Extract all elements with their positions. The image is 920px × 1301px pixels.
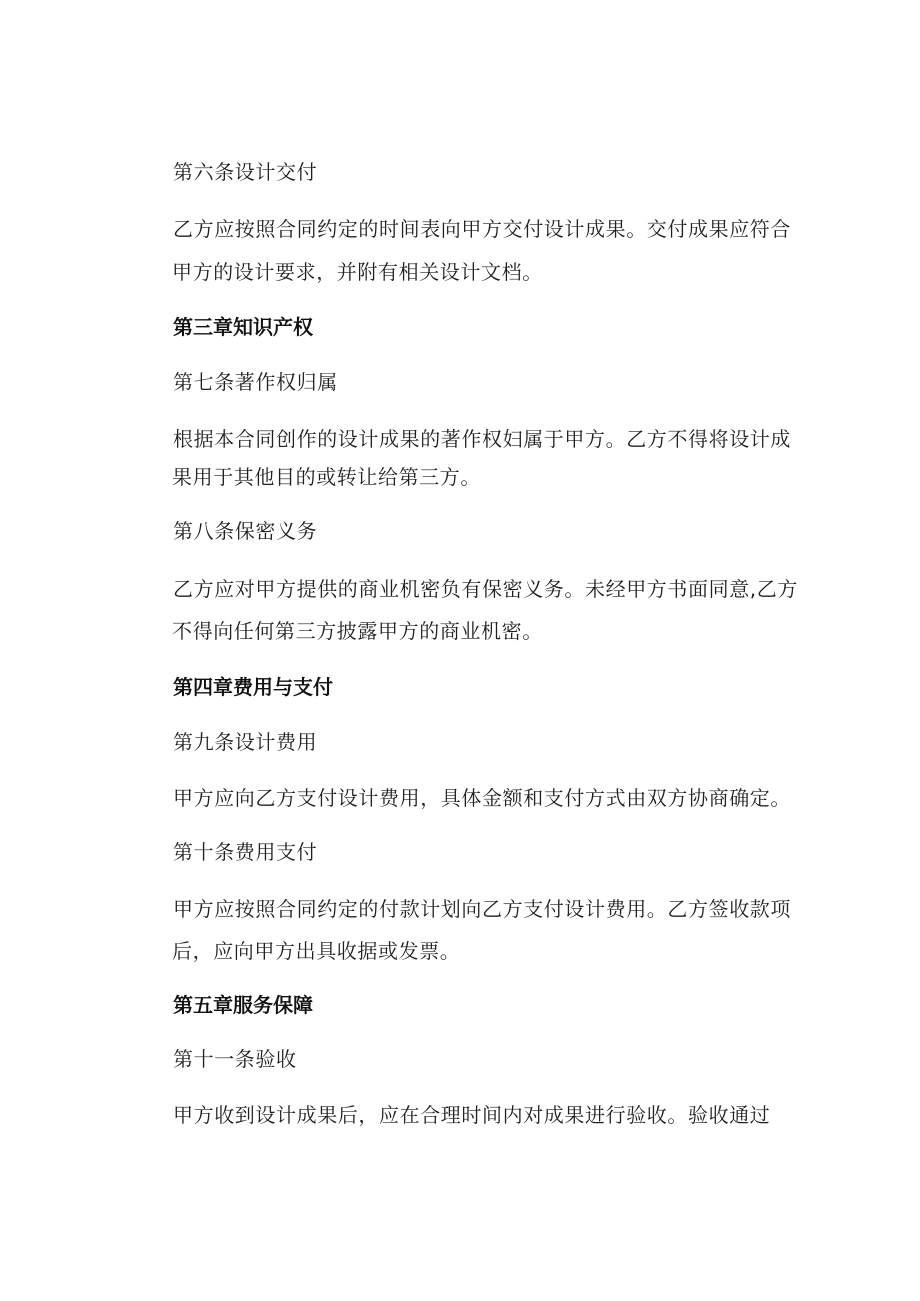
paragraph-line: 乙方应对甲方提供的商业机密负有保密义务。未经甲方书面同意,乙方 xyxy=(173,577,798,601)
paragraph-line: 甲方应向乙方支付设计费用，具体金额和支付方式由双方协商确定。 xyxy=(173,786,791,810)
paragraph-line: 乙方应按照合同约定的时间表向甲方交付设计成果。交付成果应符合 xyxy=(173,217,791,241)
article-heading: 第七条著作权归属 xyxy=(173,370,338,394)
chapter-heading: 第四章费用与支付 xyxy=(173,675,333,699)
paragraph-line: 根据本合同创作的设计成果的著作权妇属于甲方。乙方不得将设计成 xyxy=(173,427,791,451)
paragraph-line: 后，应向甲方出具收据或发票。 xyxy=(172,939,461,963)
paragraph-line: 甲方应按照合同约定的付款计划向乙方支付设计费用。乙方签收款项 xyxy=(173,897,791,921)
article-heading: 第九条设计费用 xyxy=(173,730,318,754)
paragraph-line: 甲方收到设计成果后，应在合理时间内对成果进行验收。验收通过 xyxy=(173,1103,771,1127)
article-heading: 第十条费用支付 xyxy=(173,840,318,864)
chapter-heading: 第三章知识产权 xyxy=(173,315,313,339)
article-heading: 第八条保密义务 xyxy=(173,519,318,543)
chapter-heading: 第五章服务保障 xyxy=(173,993,313,1017)
article-heading: 第六条设计交付 xyxy=(173,160,318,184)
paragraph-line: 果用于其他目的或转让给第三方。 xyxy=(172,465,481,489)
article-heading: 第十一条验收 xyxy=(173,1047,297,1071)
paragraph-line: 不得向任何第三方披露甲方的商业机密。 xyxy=(172,619,543,643)
paragraph-line: 甲方的设计要求，并附有相关设计文档。 xyxy=(172,260,543,284)
